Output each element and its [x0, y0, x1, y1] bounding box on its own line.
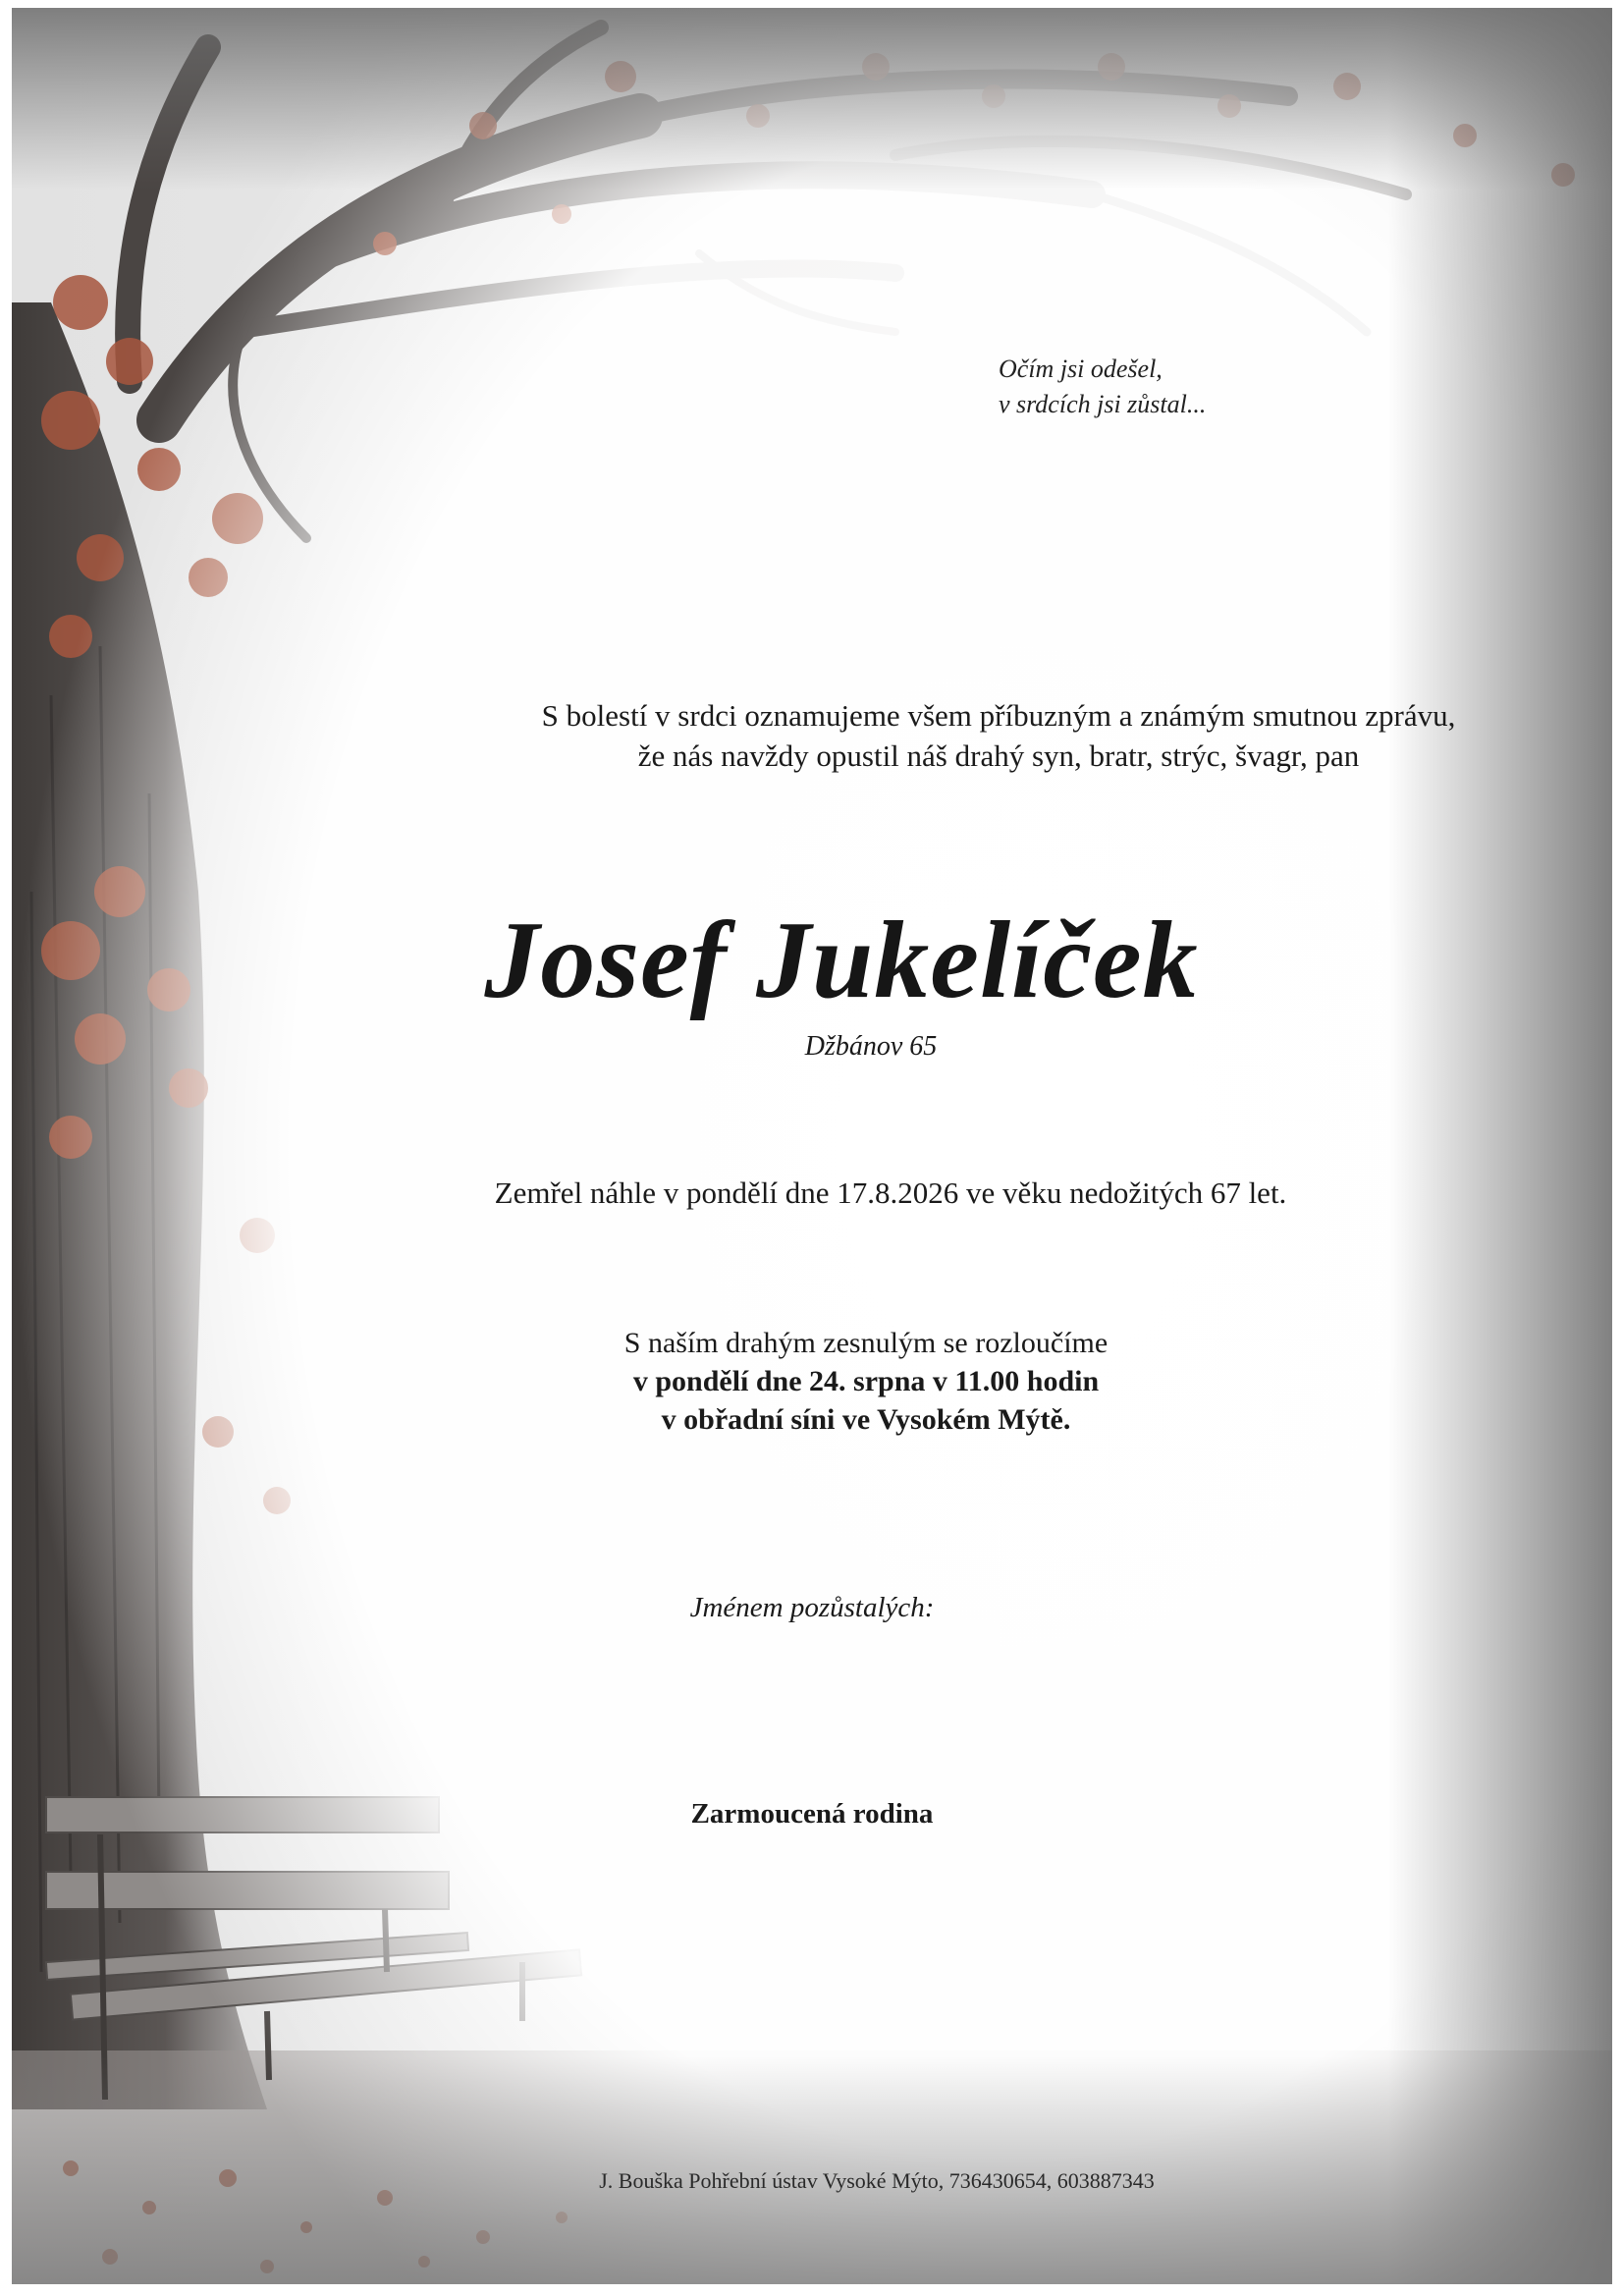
farewell-location: v obřadní síni ve Vysokém Mýtě. [661, 1403, 1071, 1436]
motto-line-1: Očím jsi odešel, [999, 355, 1163, 383]
on-behalf-label: Jménem pozůstalých: [689, 1592, 935, 1623]
motto [999, 352, 1206, 422]
farewell-details [66, 1324, 1612, 1439]
obituary-card [12, 8, 1612, 2284]
family-signature: Zarmoucená rodina [690, 1798, 934, 1830]
intro-line-2: že nás navždy opustil náš drahý syn, bratr, strýc, švagr, pan [637, 738, 1360, 773]
motto-line-2: v srdcích jsi zůstal... [999, 390, 1207, 418]
farewell-date-time: v pondělí dne 24. srpna v 11.00 hodin [632, 1365, 1100, 1397]
deceased-address: Džbánov 65 [804, 1031, 938, 1062]
farewell-line-1: S naším drahým zesnulým se rozloučíme [623, 1327, 1109, 1359]
death-notice: Zemřel náhle v pondělí dne 17.8.2026 ve věku nedožitých 67 let. [494, 1175, 1287, 1210]
deceased-name: Josef Jukelíček [484, 900, 1199, 1021]
tree-and-bench-illustration [12, 8, 1612, 2284]
funeral-home-footer: J. Bouška Pohřební ústav Vysoké Mýto, 736430654, 603887343 [599, 2168, 1155, 2193]
intro-line-1: S bolestí v srdci oznamujeme všem příbuzným a známým smutnou zprávu, [541, 698, 1456, 733]
announcement-intro [198, 695, 1612, 776]
